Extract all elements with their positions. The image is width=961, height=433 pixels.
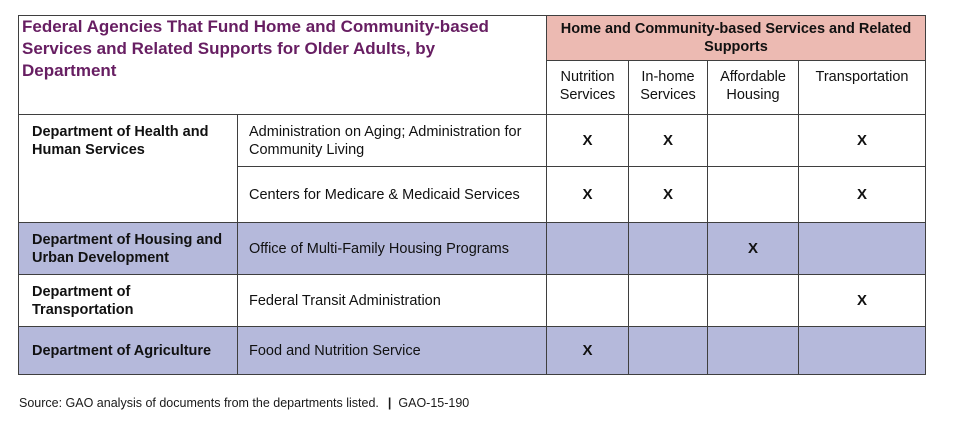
table-row [19,327,926,375]
mark-cell [547,275,629,327]
group-header: Home and Community-based Services and Related Supports [547,16,926,61]
agency-cell: Food and Nutrition Service [238,327,547,375]
source-separator: | [387,396,392,410]
mark-cell: X [799,167,926,223]
mark-cell [547,223,629,275]
department-cell: Department of Health and Human Services [19,115,238,223]
department-cell: Department of Housing and Urban Development [19,223,238,275]
agency-cell: Federal Transit Administration [238,275,547,327]
mark-cell: X [547,167,629,223]
agency-cell: Administration on Aging; Administration for Community Living [238,115,547,167]
mark-cell [629,275,708,327]
agency-cell: Office of Multi-Family Housing Programs [238,223,547,275]
mark-cell [799,223,926,275]
mark-cell [708,167,799,223]
mark-cell: X [547,327,629,375]
mark-cell: X [799,115,926,167]
agency-cell: Centers for Medicare & Medicaid Services [238,167,547,223]
report-number: GAO-15-190 [398,396,470,410]
title-area [19,16,547,115]
mark-cell [629,223,708,275]
source-text: Source: GAO analysis of documents from the departments listed. [19,396,379,410]
mark-cell: X [708,223,799,275]
funding-table [18,15,926,375]
mark-cell: X [629,115,708,167]
mark-cell [708,115,799,167]
mark-cell [629,327,708,375]
source-note [19,396,961,410]
column-header-in-home-services: In-home Services [629,61,708,115]
department-cell: Department of Transportation [19,275,238,327]
column-header-affordable-housing: Affordable Housing [708,61,799,115]
figure-title: Federal Agencies That Fund Home and Community-based Services and Related Supports for Older Adults, by Department [22,17,489,80]
table-row [19,115,926,167]
table-row [19,275,926,327]
mark-cell: X [547,115,629,167]
column-header-nutrition-services: Nutrition Services [547,61,629,115]
mark-cell: X [799,275,926,327]
mark-cell [708,327,799,375]
table-row [19,223,926,275]
mark-cell: X [629,167,708,223]
mark-cell [799,327,926,375]
department-cell: Department of Agriculture [19,327,238,375]
mark-cell [708,275,799,327]
column-header-transportation: Transportation [799,61,926,115]
